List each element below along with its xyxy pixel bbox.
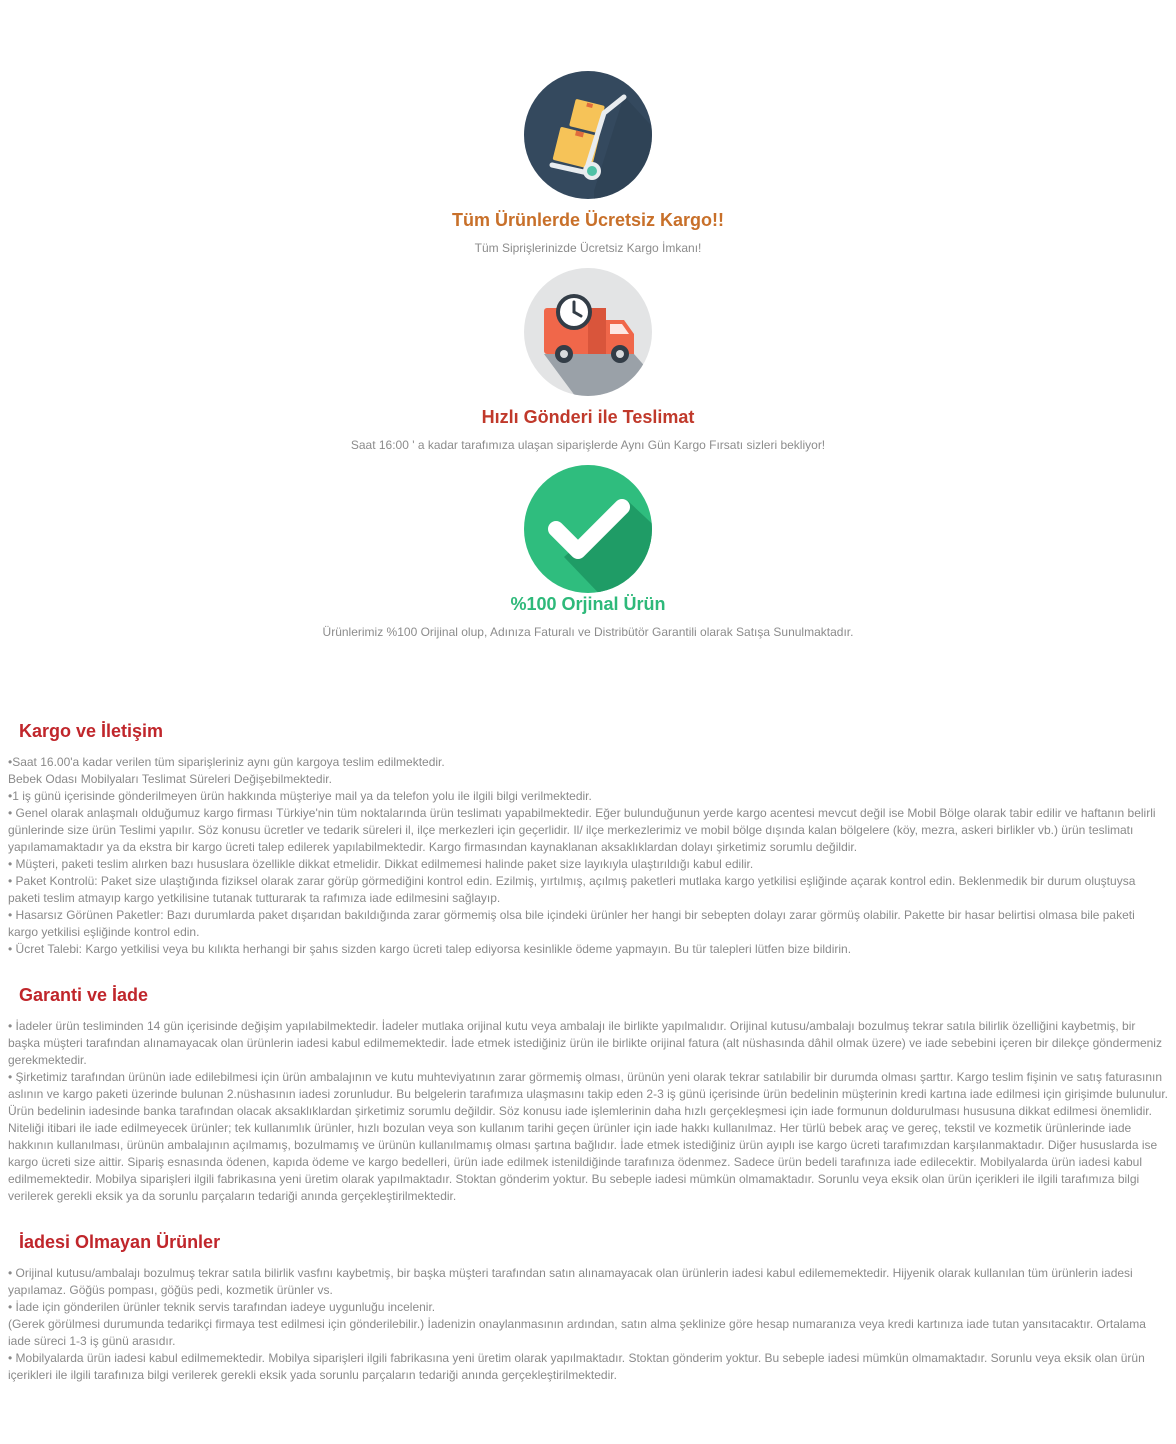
section-heading: Kargo ve İletişim bbox=[19, 721, 164, 741]
section-heading: Garanti ve İade bbox=[19, 985, 149, 1005]
text-line: • Mobilyalarda ürün iadesi kabul edilmemektedir. Mobilya siparişleri ilgili fabrikasına yeni üretim olarak yapılmaktadır. Stoktan gönderim yoktur. Bu sebeple iadesi mümkün olmamaktadır. Sorunlu veya eksik olan ürün içerikleri ile ilgili tarafınıza bilgi verilerek gerekli eksik yada sorunlu parçaların tedariği anında gerçekleştirilmektedir. bbox=[8, 1351, 1145, 1382]
text-line: •1 iş günü içerisinde gönderilmeyen ürün hakkında müşteriye mail ya da telefon yolu ile ilgili bilgi verilmektedir. bbox=[8, 789, 592, 803]
feature-title: Tüm Ürünlerde Ücretsiz Kargo!! bbox=[451, 210, 725, 230]
feature-original-product bbox=[0, 453, 1176, 640]
text-line: •Saat 16.00'a kadar verilen tüm siparişleriniz aynı gün kargoya teslim edilmektedir. bbox=[8, 755, 445, 769]
section-warranty-return bbox=[0, 984, 1176, 1205]
section-shipping bbox=[0, 720, 1176, 958]
text-line: • Paket Kontrolü: Paket size ulaştığında fiziksel olarak zarar görüp görmediğini kontrol edin. Ezilmiş, yırtılmış, açılmış paketleri mutlaka kargo yetkilisi eşliğinde açarak kontrol edin. Beklenmedik bir durum oluştuysa paketi teslim atmayıp kargo yetkilisine tutanak tutturarak ta rafımıza iade edilmesini sağlayıp. bbox=[8, 874, 1136, 905]
section-text bbox=[8, 1018, 1168, 1205]
feature-subtitle: Saat 16:00 ' a kadar tarafımıza ulaşan siparişlerde Aynı Gün Kargo Fırsatı sizleri bekliyor! bbox=[350, 438, 826, 452]
feature-subtitle: Tüm Siprişlerinizde Ücretsiz Kargo İmkanı! bbox=[474, 241, 702, 255]
features-block bbox=[0, 0, 1176, 640]
text-line: • İadeler ürün tesliminden 14 gün içerisinde değişim yapılabilmektedir. İadeler mutlaka orijinal kutu veya ambalajı ile birlikte yapılmalıdır. Orijinal kutusu/ambalajı bozulmuş tekrar satıla bilirlik özelliğini kaybetmiş, bir başka müşteri tarafından alınamayacak olan ürünlerin iadesi kabul edilmemektedir. İade etmek istediğiniz ürün ile birlikte orijinal fatura (alt nüshasında dâhil olmak üzere) ve iade sebebini içeren bir dilekçe göndermeniz gerekmektedir. bbox=[8, 1019, 1162, 1067]
text-line: Bebek Odası Mobilyaları Teslimat Süreleri Değişebilmektedir. bbox=[8, 772, 332, 786]
text-line: (Gerek görülmesi durumunda tedarikçi firmaya test edilmesi için gönderilebilir.) İadenizin onaylanmasının ardından, satın alma şeklinize göre hesap numaranıza veya kredi kartınıza iade tutan yansıtacaktır. Ortalama iade süreci 1-3 iş günü arasıdır. bbox=[8, 1317, 1146, 1348]
section-text bbox=[8, 754, 1168, 958]
section-heading: İadesi Olmayan Ürünler bbox=[19, 1232, 221, 1252]
checkmark-icon bbox=[524, 465, 652, 593]
delivery-truck-clock-icon bbox=[524, 268, 652, 396]
text-line: • Müşteri, paketi teslim alırken bazı hususlara özellikle dikkat etmelidir. Dikkat edilmemesi halinde paket size layıkıyla ulaştırıldığı kabul edilir. bbox=[8, 857, 754, 871]
text-line: • Orijinal kutusu/ambalajı bozulmuş tekrar satıla bilirlik vasfını kaybetmiş, bir başka müşteri tarafından satın alınamayacak olan ürünlerin iadesi kabul edilememektedir. Hijyenik olarak kullanılan tüm ürünlerin iadesi yapılamaz. Göğüs pompası, göğüs pedi, kozmetik ürünler vs. bbox=[8, 1266, 1133, 1297]
section-text bbox=[8, 1265, 1168, 1384]
section-non-returnable bbox=[0, 1231, 1176, 1384]
feature-fast-delivery bbox=[0, 256, 1176, 453]
text-line: • Ücret Talebi: Kargo yetkilisi veya bu kılıkta herhangi bir şahıs sizden kargo ücreti talep ediyorsa kesinlikle ödeme yapmayın. Bu tür talepleri lütfen bize bildirin. bbox=[8, 942, 852, 956]
feature-subtitle: Ürünlerimiz %100 Orijinal olup, Adınıza Faturalı ve Distribütör Garantili olarak Satışa Sunulmaktadır. bbox=[322, 625, 854, 639]
text-line: • Hasarsız Görünen Paketler: Bazı durumlarda paket dışarıdan bakıldığında zarar görmemiş olsa bile içindeki ürünler her hangi bir sebepten dolayı zarar görmüş olabilir. Pakette bir hasar belirtisi olmasa bile paketi kargo yetkilisi eşliğinde kontrol edin. bbox=[8, 908, 1135, 939]
hand-truck-icon bbox=[524, 71, 652, 199]
feature-title: Hızlı Gönderi ile Teslimat bbox=[481, 407, 695, 427]
text-line: • Şirketimiz tarafından ürünün iade edilebilmesi için ürün ambalajının ve kutu muhteviyatının zarar görmemiş olması, ürünün yeni olarak tekrar satılabilir bir durumda olması şarttır. Kargo teslim fişinin ve satış faturasının aslının ve kargo paketi üzerinde bulunan 2.nüshasının iadesi zorunludur. Bu belgelerin tarafımıza ulaşmasını takip eden 2-3 iş günü içerisinde ürün bedelinin müşterinin kredi kartına iade edilmesi için girişimde bulunulur. Ürün bedelinin iadesinde banka tarafından olacak aksaklıklardan şirketimiz sorumlu değildir. Söz konusu iade işlemlerinin daha hızlı gerçekleşmesi için iade formunun doldurulması hususuna dikkat edilmesi önemlidir. Niteliği itibari ile iade edilmeyecek ürünler; tek kullanımlık ürünler, hızlı bozulan veya son kullanım tarihi geçen ürünler için iade hakkı kullanılmaz. Her türlü bebek araç ve gereç, tekstil ve kozmetik ürünlerinde iade hakkının kullanılması, ürünün ambalajının açılmamış, bozulmamış ve ürünün kullanılmamış olması şartına bağlıdır. İade etmek istediğiniz ürün ayıplı ise kargo ücreti tarafımızdan karşılanmaktadır. Diğer hususlarda ise kargo ücreti size aittir. Sipariş esnasında ödenen, kapıda ödeme ve kargo bedelleri, ürün iade edilmek istenildiğinde tarafınıza ödenmez. Sadece ürün bedeli tarafınıza iade edilecektir. Mobilyalarda ürün iadesi kabul edilmemektedir. Mobilya siparişleri ilgili fabrikasına yeni üretim olarak yapılmaktadır. Stoktan gönderim yoktur. Bu sebeple iadesi mümkün olmamaktadır. Sorunlu veya eksik olan ürün içerikleri ile ilgili tarafımıza bilgi verilerek gerekli eksik ya da sorunlu parçaların tedariği anında gerçekleştirilmektedir. bbox=[8, 1070, 1169, 1203]
text-line: • İade için gönderilen ürünler teknik servis tarafından iadeye uygunluğu incelenir. bbox=[8, 1300, 436, 1314]
feature-free-shipping bbox=[0, 0, 1176, 256]
text-line: • Genel olarak anlaşmalı olduğumuz kargo firması Türkiye'nin tüm noktalarında ürün teslimatı yapabilmektedir. Eğer bulunduğunun yerde kargo acentesi mevcut değil ise Mobil Bölge olarak tabir edilir ve haftanın belirli günlerinde size ürün Teslimi yapılır. Söz konusu ücretler ve tedarik süreleri il, ilçe merkezleri için geçerlidir. Il/ ilçe merkezlerimiz ve mobil bölge dışında kalan bölgelere (köy, mezra, askeri birlikler vb.) ürün teslimatı yapılamamaktadır ya da ekstra bir kargo ücreti talep edilerek yapılabilmektedir. Kargo firmasından kaynaklanan aksaklıklardan dolayı şirketimiz sorumlu değildir. bbox=[8, 806, 1156, 854]
feature-title: %100 Orjinal Ürün bbox=[510, 594, 666, 614]
